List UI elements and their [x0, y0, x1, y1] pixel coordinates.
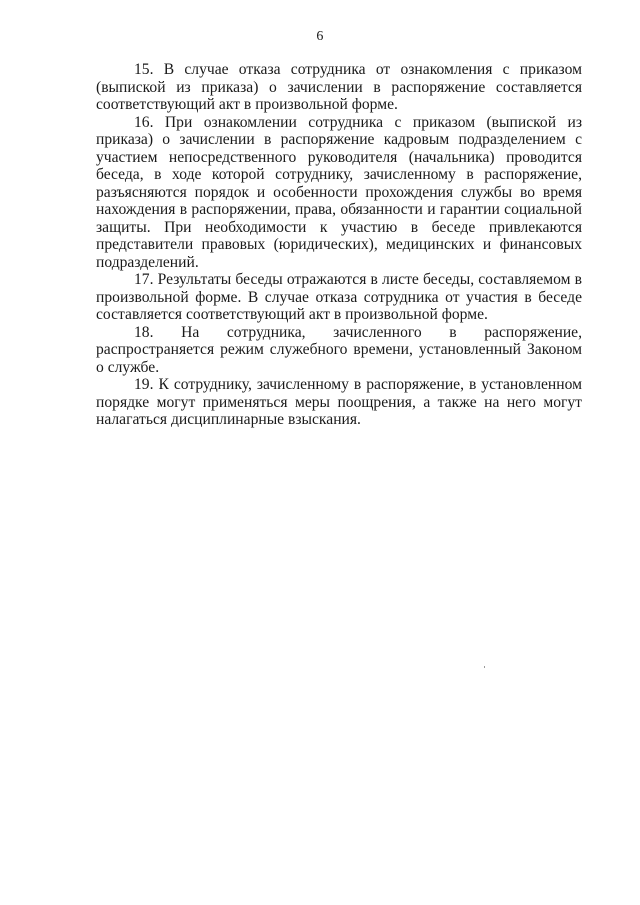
paragraph-16: 16. При ознакомлении сотрудника с приказом (выпиской из приказа) о зачислении в распоряжение кадровым подразделением с участием непосредственного руководителя (начальника) проводится беседа, в ходе которой сотруднику, зачисленному в распоряжение, разъясняются порядок и особенности прохождения службы во время нахождения в распоряжении, права, обязанности и гарантии социальной защиты. При необходимости к участию в беседе привлекаются представители правовых (юридических), медицинских и финансовых подразделений. — [96, 113, 582, 271]
paragraph-18: 18. На сотрудника, зачисленного в распоряжение, распространяется режим служебного времени, установленный Законом о службе. — [96, 323, 582, 376]
document-body — [96, 61, 582, 429]
scan-speck — [484, 666, 485, 668]
paragraph-15: 15. В случае отказа сотрудника от ознакомления с приказом (выпиской из приказа) о зачислении в распоряжение составляется соответствующий акт в произвольной форме. — [96, 61, 582, 113]
page-number: 6 — [316, 29, 324, 44]
paragraph-17: 17. Результаты беседы отражаются в листе беседы, составляемом в произвольной форме. В случае отказа сотрудника от участия в беседе составляется соответствующий акт в произвольной форме. — [96, 271, 582, 323]
paragraph-19: 19. К сотруднику, зачисленному в распоряжение, в установленном порядке могут применяться меры поощрения, а также на него могут налагаться дисциплинарные взыскания. — [96, 376, 582, 428]
